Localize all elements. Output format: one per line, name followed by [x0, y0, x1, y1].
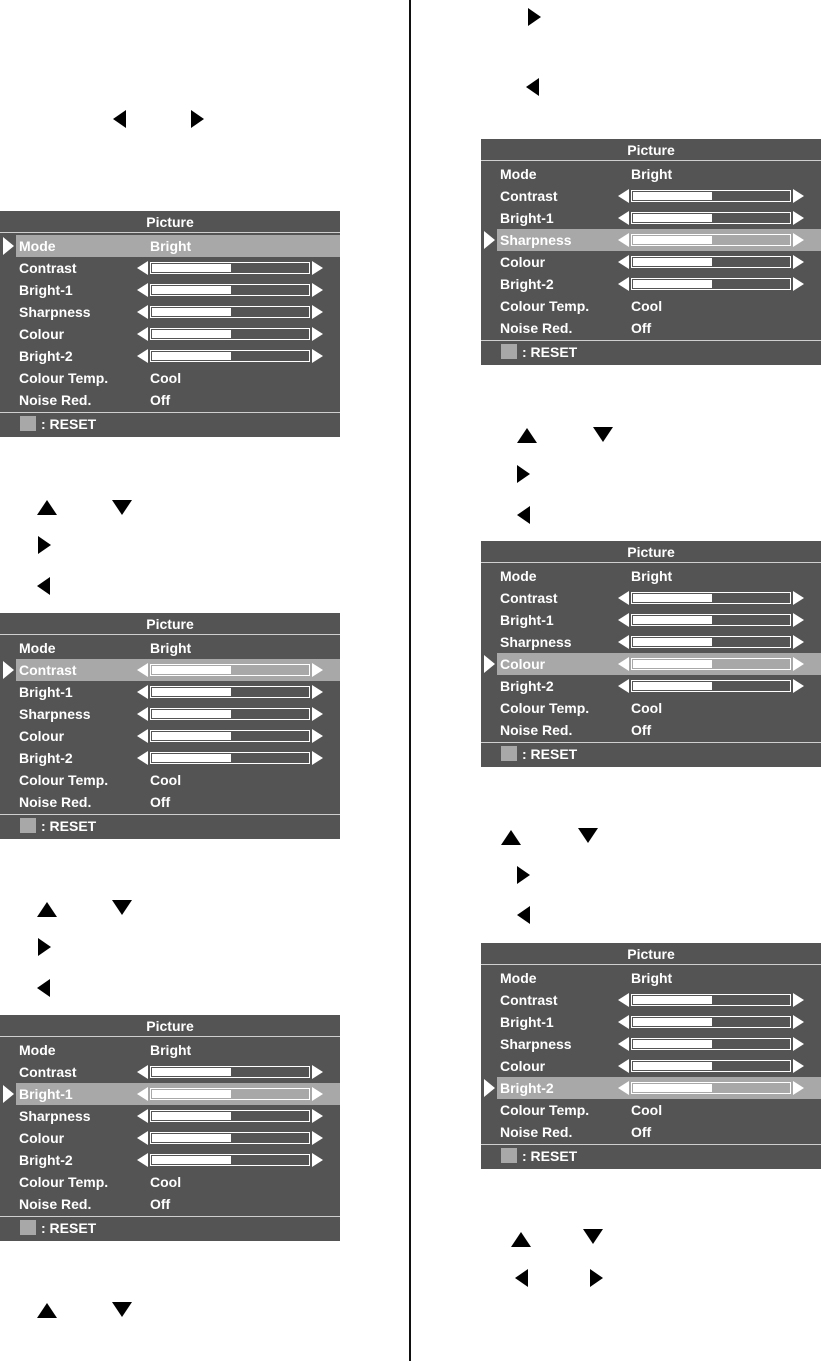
- up-arrow-icon: [37, 500, 57, 515]
- right-arrow-icon: [517, 866, 530, 884]
- menu-item-contrast[interactable]: [16, 257, 340, 279]
- picture-menu-sharpness-selected: [481, 139, 821, 365]
- slider-track[interactable]: [631, 256, 791, 268]
- slider-left-arrow-icon[interactable]: [618, 255, 629, 269]
- slider-track[interactable]: [631, 658, 791, 670]
- menu-item-bright-1[interactable]: [497, 609, 821, 631]
- reset-color-key-icon: [20, 1220, 36, 1235]
- slider-left-arrow-icon[interactable]: [618, 635, 629, 649]
- column-divider: [409, 0, 411, 1361]
- slider-fill: [152, 286, 231, 294]
- menu-item-label: Contrast: [19, 662, 77, 678]
- menu-item-colour-temp[interactable]: [16, 1171, 340, 1193]
- selection-pointer-icon: [3, 1085, 14, 1103]
- slider-fill: [152, 352, 231, 360]
- slider-track[interactable]: [150, 1066, 310, 1078]
- slider-right-arrow-icon[interactable]: [793, 613, 804, 627]
- menu-item-sharpness[interactable]: [497, 229, 821, 251]
- reset-color-key-icon: [20, 818, 36, 833]
- slider-left-arrow-icon[interactable]: [618, 1015, 629, 1029]
- slider-fill: [633, 594, 712, 602]
- picture-menu-bright2-selected: [481, 943, 821, 1169]
- reset-label: : RESET: [41, 1220, 97, 1236]
- slider-left-arrow-icon[interactable]: [137, 1065, 148, 1079]
- slider-fill: [152, 710, 231, 718]
- slider-track[interactable]: [631, 636, 791, 648]
- slider-right-arrow-icon[interactable]: [793, 211, 804, 225]
- slider-track[interactable]: [631, 190, 791, 202]
- menu-item-label: Bright-2: [500, 276, 554, 292]
- slider-track[interactable]: [150, 262, 310, 274]
- slider-left-arrow-icon[interactable]: [618, 189, 629, 203]
- menu-item-label: Bright-1: [19, 282, 73, 298]
- menu-item-label: Bright-2: [500, 678, 554, 694]
- menu-item-label: Noise Red.: [19, 1196, 92, 1212]
- slider-left-arrow-icon[interactable]: [618, 1081, 629, 1095]
- menu-item-label: Contrast: [19, 1064, 77, 1080]
- menu-item-label: Bright-2: [19, 750, 73, 766]
- slider-left-arrow-icon[interactable]: [137, 685, 148, 699]
- menu-item-label: Mode: [500, 166, 537, 182]
- menu-item-label: Contrast: [500, 188, 558, 204]
- menu-item-mode[interactable]: [16, 235, 340, 257]
- slider-track[interactable]: [631, 1016, 791, 1028]
- down-arrow-icon: [112, 1302, 132, 1317]
- slider-right-arrow-icon[interactable]: [793, 993, 804, 1007]
- menu-item-label: Sharpness: [500, 634, 572, 650]
- menu-title: Picture: [0, 613, 340, 635]
- menu-item-bright-2[interactable]: [497, 1077, 821, 1099]
- menu-title: Picture: [0, 211, 340, 233]
- menu-item-contrast[interactable]: [497, 185, 821, 207]
- menu-item-label: Bright-1: [500, 210, 554, 226]
- menu-item-value: Bright: [631, 970, 673, 986]
- menu-item-sharpness[interactable]: [497, 631, 821, 653]
- slider-fill: [633, 236, 712, 244]
- menu-item-colour-temp[interactable]: [497, 1099, 821, 1121]
- menu-item-value: Cool: [150, 370, 182, 386]
- menu-item-value: Cool: [631, 1102, 663, 1118]
- menu-item-value: Cool: [631, 298, 663, 314]
- slider-right-arrow-icon[interactable]: [793, 255, 804, 269]
- menu-item-noise-red[interactable]: [16, 1193, 340, 1215]
- menu-item-bright-2[interactable]: [497, 273, 821, 295]
- menu-item-label: Mode: [19, 640, 56, 656]
- menu-item-noise-red[interactable]: [497, 1121, 821, 1143]
- menu-divider: [481, 340, 821, 341]
- slider-left-arrow-icon[interactable]: [137, 261, 148, 275]
- slider-left-arrow-icon[interactable]: [137, 707, 148, 721]
- slider-left-arrow-icon[interactable]: [137, 663, 148, 677]
- menu-title: Picture: [0, 1015, 340, 1037]
- menu-item-colour-temp[interactable]: [497, 697, 821, 719]
- menu-item-label: Sharpness: [19, 304, 91, 320]
- reset-label: : RESET: [522, 1148, 578, 1164]
- menu-item-label: Sharpness: [500, 232, 572, 248]
- slider-track[interactable]: [631, 1038, 791, 1050]
- menu-item-bright-2[interactable]: [16, 345, 340, 367]
- slider-track[interactable]: [150, 306, 310, 318]
- menu-divider: [481, 1144, 821, 1145]
- slider-track[interactable]: [150, 730, 310, 742]
- menu-item-label: Noise Red.: [500, 1124, 573, 1140]
- menu-item-label: Colour Temp.: [19, 1174, 109, 1190]
- slider-right-arrow-icon[interactable]: [312, 729, 323, 743]
- slider-track[interactable]: [150, 328, 310, 340]
- slider-fill: [152, 1112, 231, 1120]
- slider-fill: [152, 666, 231, 674]
- menu-item-label: Colour Temp.: [19, 370, 109, 386]
- selection-pointer-icon: [484, 231, 495, 249]
- slider-track[interactable]: [631, 1082, 791, 1094]
- slider-track[interactable]: [150, 284, 310, 296]
- slider-fill: [152, 308, 231, 316]
- menu-item-label: Bright-2: [19, 348, 73, 364]
- slider-right-arrow-icon[interactable]: [312, 261, 323, 275]
- menu-item-value: Bright: [631, 166, 673, 182]
- reset-color-key-icon: [501, 344, 517, 359]
- slider-left-arrow-icon[interactable]: [618, 277, 629, 291]
- menu-item-value: Off: [631, 1124, 652, 1140]
- slider-right-arrow-icon[interactable]: [312, 1153, 323, 1167]
- slider-fill: [633, 214, 712, 222]
- menu-item-mode[interactable]: [16, 1039, 340, 1061]
- menu-item-contrast[interactable]: [497, 989, 821, 1011]
- slider-fill: [152, 1090, 231, 1098]
- slider-right-arrow-icon[interactable]: [793, 657, 804, 671]
- menu-item-sharpness[interactable]: [16, 1105, 340, 1127]
- menu-divider: [0, 814, 340, 815]
- slider-left-arrow-icon[interactable]: [137, 729, 148, 743]
- right-arrow-icon: [38, 938, 51, 956]
- menu-item-label: Noise Red.: [500, 320, 573, 336]
- slider-track[interactable]: [150, 1088, 310, 1100]
- menu-item-value: Cool: [150, 772, 182, 788]
- slider-right-arrow-icon[interactable]: [312, 1065, 323, 1079]
- reset-color-key-icon: [501, 746, 517, 761]
- menu-title: Picture: [481, 139, 821, 161]
- down-arrow-icon: [112, 900, 132, 915]
- menu-item-label: Colour Temp.: [500, 1102, 590, 1118]
- menu-item-bright-2[interactable]: [16, 747, 340, 769]
- slider-left-arrow-icon[interactable]: [137, 1109, 148, 1123]
- menu-item-contrast[interactable]: [16, 659, 340, 681]
- left-arrow-icon: [526, 78, 539, 96]
- slider-fill: [633, 258, 712, 266]
- slider-fill: [633, 660, 712, 668]
- menu-item-label: Mode: [19, 238, 56, 254]
- slider-right-arrow-icon[interactable]: [312, 1087, 323, 1101]
- up-arrow-icon: [37, 902, 57, 917]
- slider-right-arrow-icon[interactable]: [312, 685, 323, 699]
- menu-item-noise-red[interactable]: [497, 719, 821, 741]
- slider-right-arrow-icon[interactable]: [312, 283, 323, 297]
- selection-pointer-icon: [3, 661, 14, 679]
- slider-track[interactable]: [150, 1132, 310, 1144]
- down-arrow-icon: [583, 1229, 603, 1244]
- reset-color-key-icon: [20, 416, 36, 431]
- menu-item-label: Colour: [500, 254, 546, 270]
- slider-track[interactable]: [150, 752, 310, 764]
- menu-item-label: Contrast: [500, 590, 558, 606]
- slider-right-arrow-icon[interactable]: [793, 233, 804, 247]
- slider-right-arrow-icon[interactable]: [312, 751, 323, 765]
- menu-item-value: Bright: [631, 568, 673, 584]
- menu-item-colour-temp[interactable]: [16, 769, 340, 791]
- right-arrow-icon: [590, 1269, 603, 1287]
- slider-right-arrow-icon[interactable]: [793, 591, 804, 605]
- menu-item-label: Mode: [19, 1042, 56, 1058]
- menu-item-label: Mode: [500, 970, 537, 986]
- menu-item-mode[interactable]: [497, 967, 821, 989]
- slider-fill: [633, 996, 712, 1004]
- slider-left-arrow-icon[interactable]: [137, 349, 148, 363]
- up-arrow-icon: [37, 1303, 57, 1318]
- menu-item-label: Noise Red.: [19, 794, 92, 810]
- menu-divider: [481, 742, 821, 743]
- menu-item-label: Colour: [19, 728, 65, 744]
- slider-right-arrow-icon[interactable]: [793, 1015, 804, 1029]
- down-arrow-icon: [112, 500, 132, 515]
- selection-pointer-icon: [3, 237, 14, 255]
- slider-left-arrow-icon[interactable]: [618, 233, 629, 247]
- right-arrow-icon: [191, 110, 204, 128]
- slider-left-arrow-icon[interactable]: [618, 679, 629, 693]
- menu-item-label: Bright-1: [19, 1086, 73, 1102]
- selection-pointer-icon: [484, 655, 495, 673]
- slider-left-arrow-icon[interactable]: [618, 1037, 629, 1051]
- menu-item-value: Bright: [150, 640, 192, 656]
- slider-left-arrow-icon[interactable]: [137, 1087, 148, 1101]
- slider-fill: [633, 192, 712, 200]
- slider-right-arrow-icon[interactable]: [793, 1059, 804, 1073]
- reset-label: : RESET: [522, 746, 578, 762]
- menu-item-label: Bright-2: [19, 1152, 73, 1168]
- menu-item-value: Off: [150, 392, 171, 408]
- slider-fill: [633, 1040, 712, 1048]
- menu-item-bright-1[interactable]: [16, 279, 340, 301]
- menu-item-bright-1[interactable]: [497, 207, 821, 229]
- slider-left-arrow-icon[interactable]: [137, 283, 148, 297]
- slider-track[interactable]: [150, 1154, 310, 1166]
- slider-fill: [633, 616, 712, 624]
- slider-left-arrow-icon[interactable]: [618, 993, 629, 1007]
- menu-item-sharpness[interactable]: [16, 301, 340, 323]
- slider-fill: [152, 1068, 231, 1076]
- left-arrow-icon: [37, 979, 50, 997]
- menu-item-label: Colour: [19, 326, 65, 342]
- slider-track[interactable]: [631, 994, 791, 1006]
- menu-title: Picture: [481, 943, 821, 965]
- slider-track[interactable]: [150, 708, 310, 720]
- menu-item-value: Cool: [150, 1174, 182, 1190]
- reset-label: : RESET: [522, 344, 578, 360]
- menu-item-sharpness[interactable]: [16, 703, 340, 725]
- menu-item-bright-2[interactable]: [497, 675, 821, 697]
- menu-item-label: Colour Temp.: [500, 700, 590, 716]
- menu-item-label: Bright-1: [500, 612, 554, 628]
- slider-left-arrow-icon[interactable]: [137, 327, 148, 341]
- slider-fill: [633, 638, 712, 646]
- slider-right-arrow-icon[interactable]: [793, 277, 804, 291]
- left-arrow-icon: [515, 1269, 528, 1287]
- menu-item-label: Colour: [500, 1058, 546, 1074]
- menu-item-colour[interactable]: [16, 725, 340, 747]
- menu-item-label: Bright-2: [500, 1080, 554, 1096]
- slider-fill: [152, 754, 231, 762]
- reset-label: : RESET: [41, 818, 97, 834]
- menu-title: Picture: [481, 541, 821, 563]
- slider-track[interactable]: [150, 686, 310, 698]
- slider-right-arrow-icon[interactable]: [793, 679, 804, 693]
- slider-track[interactable]: [631, 212, 791, 224]
- left-arrow-icon: [113, 110, 126, 128]
- slider-fill: [152, 1156, 231, 1164]
- right-arrow-icon: [517, 465, 530, 483]
- left-arrow-icon: [37, 577, 50, 595]
- menu-item-label: Contrast: [500, 992, 558, 1008]
- up-arrow-icon: [517, 428, 537, 443]
- menu-item-contrast[interactable]: [16, 1061, 340, 1083]
- slider-fill: [633, 1018, 712, 1026]
- up-arrow-icon: [511, 1232, 531, 1247]
- menu-item-value: Bright: [150, 1042, 192, 1058]
- menu-item-mode[interactable]: [497, 163, 821, 185]
- menu-item-colour[interactable]: [497, 1055, 821, 1077]
- menu-item-colour[interactable]: [16, 323, 340, 345]
- menu-item-value: Off: [150, 794, 171, 810]
- slider-right-arrow-icon[interactable]: [793, 1081, 804, 1095]
- slider-right-arrow-icon[interactable]: [312, 327, 323, 341]
- slider-right-arrow-icon[interactable]: [793, 635, 804, 649]
- slider-left-arrow-icon[interactable]: [137, 1153, 148, 1167]
- menu-item-label: Contrast: [19, 260, 77, 276]
- menu-item-colour-temp[interactable]: [497, 295, 821, 317]
- slider-fill: [152, 1134, 231, 1142]
- slider-track[interactable]: [631, 234, 791, 246]
- right-arrow-icon: [38, 536, 51, 554]
- reset-color-key-icon: [501, 1148, 517, 1163]
- menu-item-colour[interactable]: [16, 1127, 340, 1149]
- slider-left-arrow-icon[interactable]: [618, 211, 629, 225]
- menu-item-bright-1[interactable]: [16, 681, 340, 703]
- menu-item-noise-red[interactable]: [16, 791, 340, 813]
- menu-item-label: Sharpness: [19, 706, 91, 722]
- menu-item-label: Noise Red.: [500, 722, 573, 738]
- menu-item-noise-red[interactable]: [16, 389, 340, 411]
- slider-right-arrow-icon[interactable]: [312, 305, 323, 319]
- menu-item-value: Bright: [150, 238, 192, 254]
- menu-divider: [0, 1216, 340, 1217]
- reset-label: : RESET: [41, 416, 97, 432]
- menu-item-contrast[interactable]: [497, 587, 821, 609]
- menu-item-label: Bright-1: [500, 1014, 554, 1030]
- picture-menu-bright1-selected: [0, 1015, 340, 1241]
- slider-left-arrow-icon[interactable]: [137, 1131, 148, 1145]
- slider-track[interactable]: [631, 592, 791, 604]
- left-arrow-icon: [517, 906, 530, 924]
- menu-item-mode[interactable]: [16, 637, 340, 659]
- slider-right-arrow-icon[interactable]: [312, 1109, 323, 1123]
- menu-item-label: Colour: [19, 1130, 65, 1146]
- slider-right-arrow-icon[interactable]: [793, 1037, 804, 1051]
- down-arrow-icon: [578, 828, 598, 843]
- slider-track[interactable]: [150, 1110, 310, 1122]
- slider-left-arrow-icon[interactable]: [137, 751, 148, 765]
- slider-right-arrow-icon[interactable]: [312, 663, 323, 677]
- slider-fill: [633, 1062, 712, 1070]
- menu-item-label: Colour Temp.: [19, 772, 109, 788]
- slider-left-arrow-icon[interactable]: [618, 1059, 629, 1073]
- slider-track[interactable]: [631, 680, 791, 692]
- menu-item-colour-temp[interactable]: [16, 367, 340, 389]
- menu-item-value: Off: [150, 1196, 171, 1212]
- menu-item-label: Sharpness: [500, 1036, 572, 1052]
- menu-item-value: Off: [631, 722, 652, 738]
- menu-item-sharpness[interactable]: [497, 1033, 821, 1055]
- menu-item-label: Bright-1: [19, 684, 73, 700]
- menu-item-label: Sharpness: [19, 1108, 91, 1124]
- menu-item-bright-1[interactable]: [16, 1083, 340, 1105]
- slider-track[interactable]: [150, 350, 310, 362]
- slider-fill: [633, 1084, 712, 1092]
- menu-item-mode[interactable]: [497, 565, 821, 587]
- slider-fill: [152, 330, 231, 338]
- picture-menu-colour-selected: [481, 541, 821, 767]
- menu-item-label: Colour: [500, 656, 546, 672]
- menu-item-bright-2[interactable]: [16, 1149, 340, 1171]
- slider-fill: [152, 264, 231, 272]
- slider-track[interactable]: [631, 614, 791, 626]
- right-arrow-icon: [528, 8, 541, 26]
- menu-item-label: Colour Temp.: [500, 298, 590, 314]
- slider-right-arrow-icon[interactable]: [793, 189, 804, 203]
- down-arrow-icon: [593, 427, 613, 442]
- slider-fill: [633, 280, 712, 288]
- selection-pointer-icon: [484, 1079, 495, 1097]
- menu-item-colour[interactable]: [497, 653, 821, 675]
- up-arrow-icon: [501, 830, 521, 845]
- slider-track[interactable]: [150, 664, 310, 676]
- slider-right-arrow-icon[interactable]: [312, 707, 323, 721]
- slider-right-arrow-icon[interactable]: [312, 349, 323, 363]
- menu-item-value: Cool: [631, 700, 663, 716]
- picture-menu-contrast-selected: [0, 613, 340, 839]
- slider-fill: [152, 732, 231, 740]
- slider-left-arrow-icon[interactable]: [618, 613, 629, 627]
- slider-left-arrow-icon[interactable]: [618, 591, 629, 605]
- slider-left-arrow-icon[interactable]: [137, 305, 148, 319]
- slider-left-arrow-icon[interactable]: [618, 657, 629, 671]
- menu-item-colour[interactable]: [497, 251, 821, 273]
- slider-right-arrow-icon[interactable]: [312, 1131, 323, 1145]
- slider-track[interactable]: [631, 1060, 791, 1072]
- menu-item-bright-1[interactable]: [497, 1011, 821, 1033]
- menu-item-label: Noise Red.: [19, 392, 92, 408]
- menu-item-label: Mode: [500, 568, 537, 584]
- menu-item-noise-red[interactable]: [497, 317, 821, 339]
- menu-divider: [0, 412, 340, 413]
- slider-fill: [152, 688, 231, 696]
- picture-menu-mode-selected: [0, 211, 340, 437]
- slider-fill: [633, 682, 712, 690]
- left-arrow-icon: [517, 506, 530, 524]
- slider-track[interactable]: [631, 278, 791, 290]
- menu-item-value: Off: [631, 320, 652, 336]
